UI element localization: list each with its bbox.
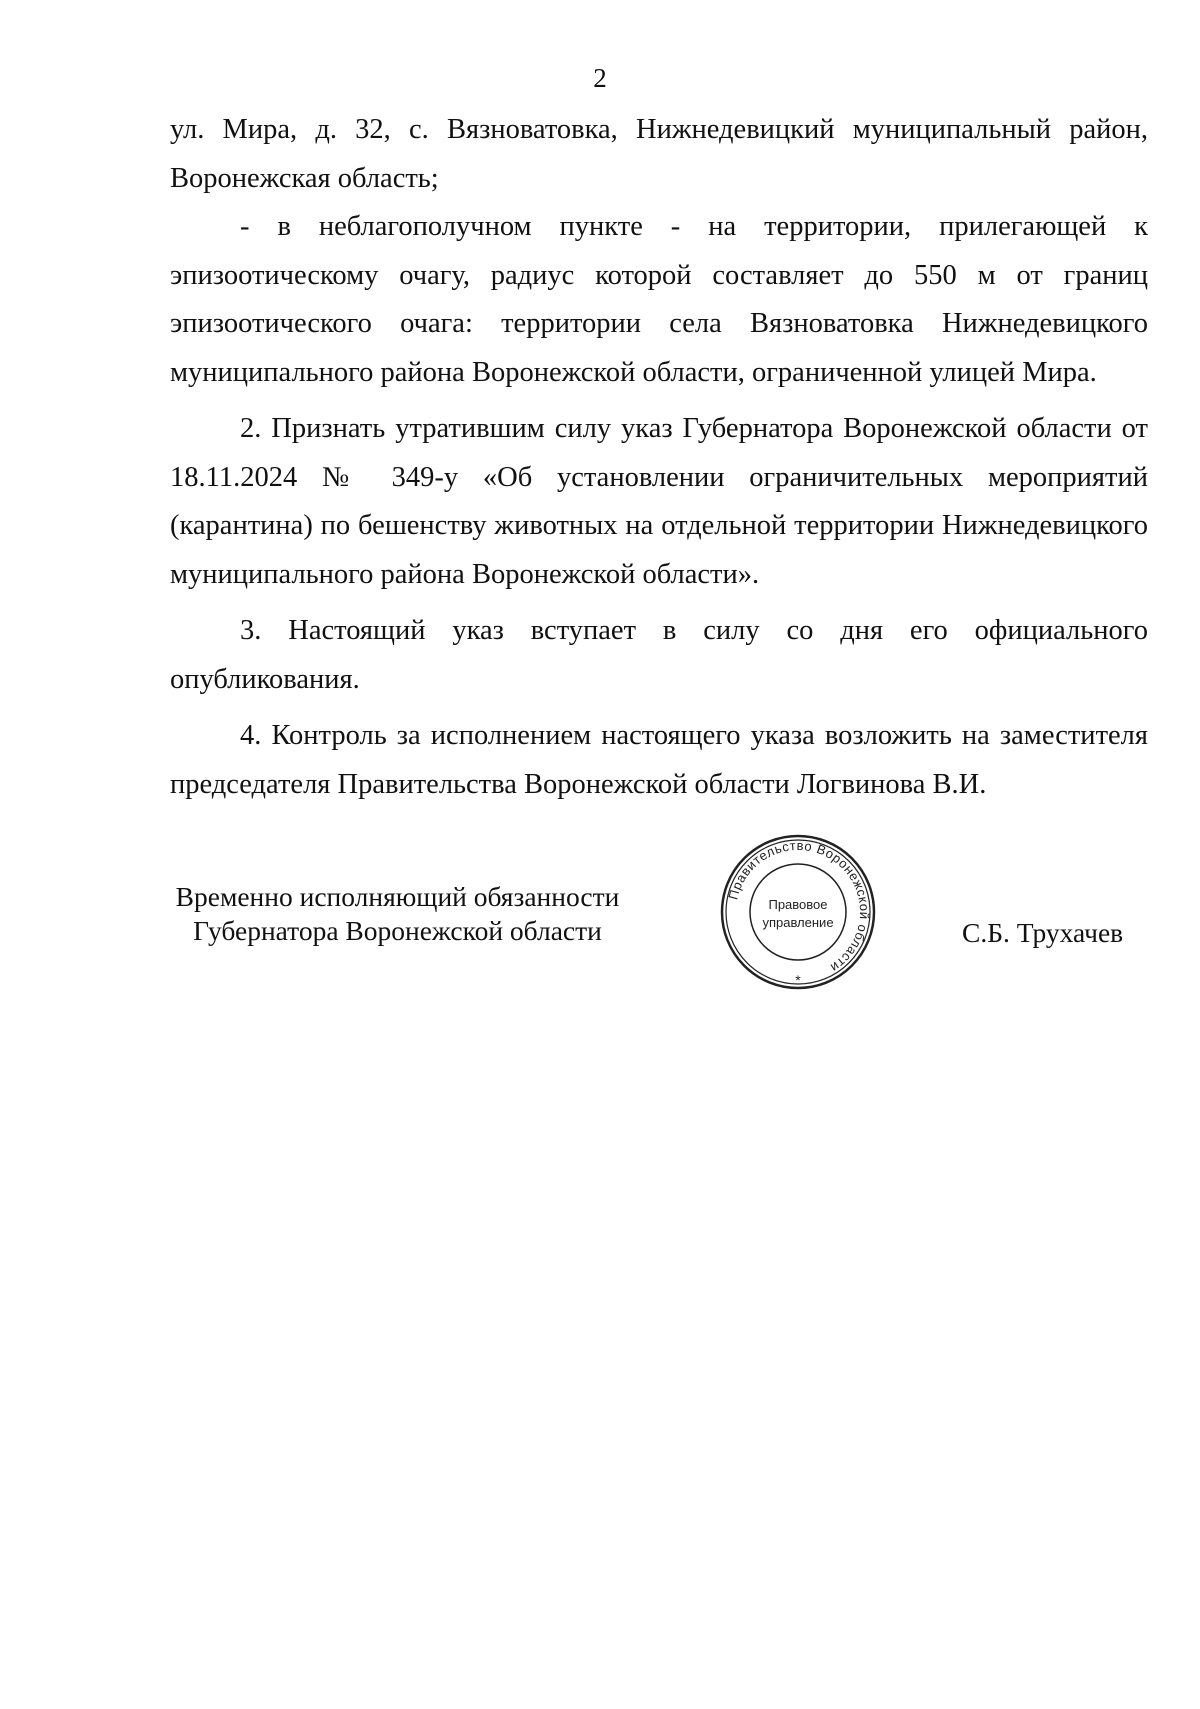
stamp-ring-text: Правительство Воронежской области [725, 837, 873, 976]
stamp-center-line-2: управление [762, 915, 834, 930]
paragraph-item-3: 3. Настоящий указ вступает в силу со дня его официального опубликования. [170, 615, 1148, 695]
signatory-position-line-2: Губернатора Воронежской области [193, 915, 602, 946]
official-stamp [718, 832, 878, 992]
paragraph-address: ул. Мира, д. 32, с. Вязноватовка, Нижнедевицкий муниципальный район, Воронежская область; [170, 114, 1148, 194]
page-number: 2 [593, 63, 607, 93]
stamp-center-line-1: Правовое [768, 897, 828, 912]
paragraph-affected-area: - в неблагополучном пункте - на территории, прилегающей к эпизоотическому очагу, радиус которой составляет до 550 м от границ эпизоотического очага: территории села Вязноватовка Нижнедевицкого муниципального района Воронежской области, ограниченной улицей Мира. [170, 211, 1148, 388]
paragraph-item-4: 4. Контроль за исполнением настоящего указа возложить на заместителя председателя Правительства Воронежской области Логвинова В.И. [170, 720, 1148, 800]
signatory-position [150, 880, 645, 948]
paragraph-item-2: 2. Признать утратившим силу указ Губернатора Воронежской области от 18.11.2024 № 349-у «Об установлении ограничительных мероприятий (карантина) по бешенству животных на отдельной территории Нижнедевицкого муниципального района Воронежской области». [170, 413, 1148, 590]
stamp-seal-icon [718, 832, 878, 992]
signatory-position-line-1: Временно исполняющий обязанности [175, 881, 620, 912]
document-body [170, 106, 1148, 809]
signatory-name: С.Б. Трухачев [962, 917, 1124, 948]
stamp-star: * [795, 972, 801, 988]
